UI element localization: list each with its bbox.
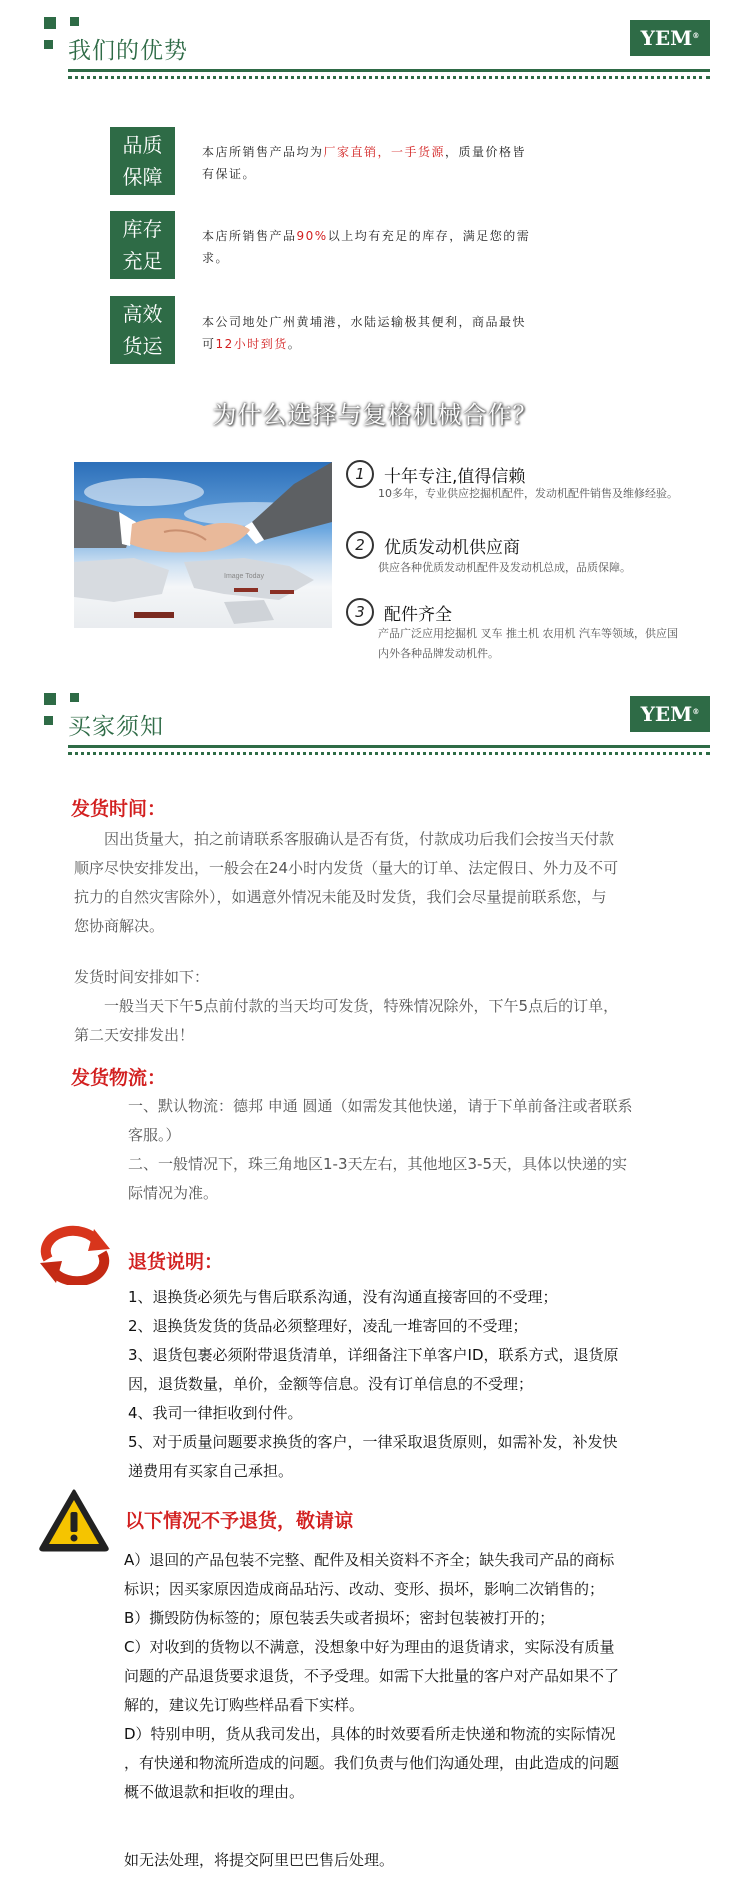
number-icon: 1 <box>346 460 374 488</box>
number-icon: 2 <box>346 531 374 559</box>
buyer-notice-header <box>40 688 710 758</box>
number-icon: 3 <box>346 598 374 626</box>
advantage-text-quality: 本店所销售产品均为厂家直销，一手货源，质量价格皆 有保证。 <box>202 145 527 181</box>
svg-text:Image Today: Image Today <box>224 573 264 580</box>
yem-logo: YEM® <box>630 20 710 56</box>
badge-quality: 品质 保障 <box>110 127 175 195</box>
why-item-desc: 10多年，专业供应挖掘机配件，发动机配件销售及维修经验。 <box>378 487 678 500</box>
shipping-time-heading: 发货时间： <box>71 798 167 820</box>
returns-heading: 退货说明： <box>128 1251 224 1273</box>
returns-list: 1、退换货必须先与售后联系沟通，没有沟通直接寄回的不受理； 2、退换货发货的货品必须整理好，凌乱一堆寄回的不受理； 3、退货包裹必须附带退货清单，详细备注下单客户ID，联系方式，退货原 因，退货数量，单价，金额等信息。没有订单信息的不受理； 4、我司一律拒收到付件。 5、对于质量问题要求换货的客户，一律采取退货原则，如需补发，补发快 递费用有买家自己承担。 <box>128 1288 619 1480</box>
return-arrows-icon <box>36 1225 114 1285</box>
warning-icon <box>38 1488 110 1552</box>
shipping-schedule: 发货时间安排如下： 一般当天下午5点前付款的当天均可发货，特殊情况除外，下午5点后的订单， 第二天安排发出！ <box>74 968 619 1044</box>
why-item-desc: 产品广泛应用挖掘机 叉车 推土机 农用机 汽车等领域，供应国内外各种品牌发动机件。 <box>378 627 678 660</box>
section-title: 我们的优势 <box>68 38 188 64</box>
header-dotted-rule <box>68 76 710 79</box>
logistics-heading: 发货物流： <box>71 1067 167 1089</box>
square-icon <box>44 17 56 29</box>
square-icon <box>44 40 53 49</box>
shipping-time-paragraph: 因出货量大，拍之前请联系客服确认是否有货，付款成功后我们会按当天付款 顺序尽快安排发出，一般会在24小时内发货（量大的订单、法定假日、外力及不可 抗力的自然灾害除外），如遇意外情况未能及时发货，我们会尽量提前联系您，与 您协商解决。 <box>74 830 619 935</box>
square-icon <box>44 716 53 725</box>
square-icon <box>70 693 79 702</box>
logistics-text: 一、默认物流：德邦 申通 圆通（如需发其他快递，请于下单前备注或者联系 客服。） 二、一般情况下，珠三角地区1-3天左右，其他地区3-5天，具体以快递的实 际情况为准。 <box>128 1097 633 1202</box>
no-returns-heading: 以下情况不予退货，敬请谅 <box>125 1510 354 1532</box>
why-item-title: 配件齐全 <box>384 605 452 625</box>
advantage-text-delivery: 本公司地处广州黄埔港，水陆运输极其便利，商品最快 可12小时到货。 <box>202 315 527 351</box>
header-dotted-rule <box>68 752 710 755</box>
handshake-image <box>74 462 332 628</box>
advantages-header <box>40 12 710 82</box>
final-note: 如无法处理，将提交阿里巴巴售后处理。 <box>124 1851 395 1869</box>
why-title: 为什么选择与复格机械合作？ <box>212 401 538 429</box>
badge-stock: 库存 充足 <box>110 211 175 279</box>
square-icon <box>44 693 56 705</box>
header-rule <box>68 69 710 72</box>
why-item-desc: 供应各种优质发动机配件及发动机总成，品质保障。 <box>378 561 631 574</box>
no-returns-list: A）退回的产品包装不完整、配件及相关资料不齐全；缺失我司产品的商标 标识；因买家原因造成商品玷污、改动、变形、损坏，影响二次销售的； B）撕毁防伪标签的；原包装丢失或者损坏；密封包装被打开的； C）对收到的货物以不满意，没想象中好为理由的退货请求，实际没有质量 问题的产品退货要求退货，不予受理。如需下大批量的客户对产品如果不了 解的，建议先订购些样品看下实样。 D）特别申明，货从我司发出，具体的时效要看所走快递和物流的实际情况 ，有快递和物流所造成的问题。我们负责与他们沟通处理，由此造成的问题 概不做退款和拒收的理由。 <box>124 1551 620 1801</box>
why-item-title: 十年专注,值得信赖 <box>384 467 526 487</box>
why-item-title: 优质发动机供应商 <box>384 538 520 558</box>
section-title: 买家须知 <box>68 714 164 740</box>
header-rule <box>68 745 710 748</box>
advantage-text-stock: 本店所销售产品90%以上均有充足的库存，满足您的需 求。 <box>202 229 531 265</box>
square-icon <box>70 17 79 26</box>
badge-delivery: 高效 货运 <box>110 296 175 364</box>
yem-logo: YEM® <box>630 696 710 732</box>
